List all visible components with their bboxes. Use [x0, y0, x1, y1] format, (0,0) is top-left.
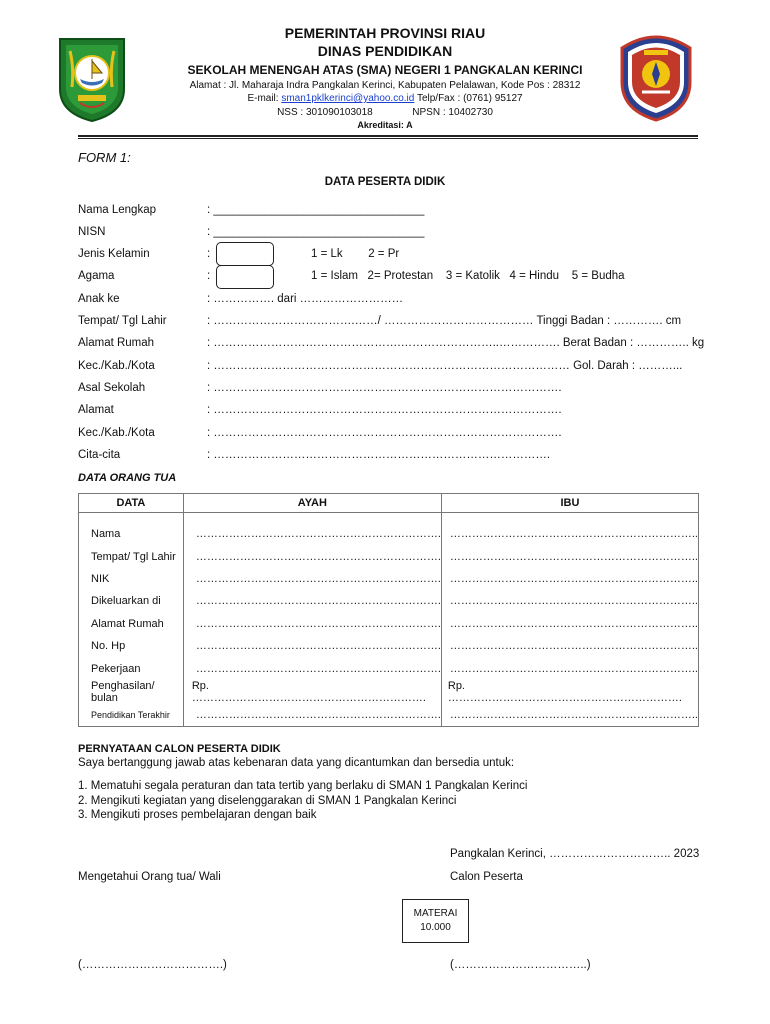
- statement-item: 3. Mengikuti proses pembelajaran dengan baik: [78, 809, 317, 821]
- table-row: [79, 704, 699, 727]
- field-label: Cita-cita: [78, 449, 121, 461]
- ayah-cell[interactable]: ………………………………………………………….: [183, 590, 441, 612]
- ibu-cell[interactable]: Rp. ……………………………………………………….: [441, 680, 698, 704]
- ayah-cell[interactable]: ………………………………………………………….: [183, 704, 441, 727]
- header-divider-thick: [78, 135, 698, 137]
- table-row: [79, 657, 699, 679]
- candidate-label: Calon Peserta: [450, 871, 523, 883]
- ayah-cell[interactable]: ………………………………………………………….: [183, 523, 441, 545]
- candidate-signature-line[interactable]: (……………………………..): [450, 959, 591, 971]
- field-value[interactable]: : _________________________________: [207, 226, 425, 238]
- ayah-cell[interactable]: ………………………………………………………….: [183, 545, 441, 567]
- table-row: [79, 568, 699, 590]
- field-label: Kec./Kab./Kota: [78, 360, 155, 372]
- table-row: [79, 590, 699, 612]
- header-ids: [0, 107, 770, 118]
- field-label: Tempat/ Tgl Lahir: [78, 315, 167, 327]
- npsn-text: NPSN : 10402730: [412, 107, 493, 118]
- table-row: [79, 545, 699, 567]
- ayah-cell[interactable]: ………………………………………………………….: [183, 635, 441, 657]
- form-title: DATA PESERTA DIDIK: [324, 176, 446, 188]
- phone-text: Telp/Fax : (0761) 95127: [414, 93, 523, 104]
- field-value: :: [207, 248, 211, 260]
- row-label: Alamat Rumah: [79, 613, 184, 635]
- field-value[interactable]: : ………………………………………….……………………..……………. Berat Badan : ………….. kg: [207, 337, 705, 349]
- statement-title: PERNYATAAN CALON PESERTA DIDIK: [78, 743, 281, 755]
- row-label: Pendidikan Terakhir: [79, 704, 184, 727]
- ayah-cell[interactable]: Rp. ……………………………………………………….: [183, 680, 441, 704]
- col-header-ayah: AYAH: [183, 494, 441, 513]
- ibu-cell[interactable]: …………………………………………………………..: [441, 657, 698, 679]
- ibu-cell[interactable]: …………………………………………………………..: [441, 590, 698, 612]
- field-value[interactable]: : ……………………………….……/ ………………………………… Tinggi Badan : …………. cm: [207, 315, 682, 327]
- gender-options: 1 = Lk 2 = Pr: [311, 248, 400, 260]
- field-label: Jenis Kelamin: [78, 248, 150, 260]
- ibu-cell[interactable]: …………………………………………………………..: [441, 545, 698, 567]
- field-value: :: [207, 270, 211, 282]
- field-label: NISN: [78, 226, 106, 238]
- row-label: Pekerjaan: [79, 657, 184, 679]
- materai-stamp-box: [402, 899, 469, 943]
- parents-section-title: DATA ORANG TUA: [78, 472, 177, 484]
- field-label: Anak ke: [78, 293, 120, 305]
- ayah-cell[interactable]: ………………………………………………………….: [183, 657, 441, 679]
- materai-label: MATERAI: [413, 908, 458, 919]
- religion-code-box[interactable]: [216, 265, 274, 289]
- email-label: E-mail:: [247, 93, 282, 104]
- ibu-cell[interactable]: …………………………………………………………..: [441, 635, 698, 657]
- guardian-label: Mengetahui Orang tua/ Wali: [78, 871, 221, 883]
- table-row: [79, 613, 699, 635]
- statement-intro: Saya bertanggung jawab atas kebenaran data yang dicantumkan dan bersedia untuk:: [78, 757, 515, 769]
- row-label: NIK: [79, 568, 184, 590]
- ibu-cell[interactable]: …………………………………………………………..: [441, 568, 698, 590]
- header-school-name: SEKOLAH MENENGAH ATAS (SMA) NEGERI 1 PANGKALAN KERINCI: [187, 63, 583, 77]
- field-value[interactable]: : …………………………………………………………………………….: [207, 449, 551, 461]
- field-value[interactable]: : ……………. dari ………………………: [207, 293, 404, 305]
- field-label: Kec./Kab./Kota: [78, 427, 155, 439]
- field-label: Alamat Rumah: [78, 337, 155, 349]
- form-label: FORM 1:: [78, 150, 131, 165]
- field-label: Asal Sekolah: [78, 382, 146, 394]
- field-label: Nama Lengkap: [78, 204, 156, 216]
- row-label: Tempat/ Tgl Lahir: [79, 545, 184, 567]
- header-department: DINAS PENDIDIKAN: [317, 43, 453, 59]
- row-label: No. Hp: [79, 635, 184, 657]
- header-government: PEMERINTAH PROVINSI RIAU: [284, 25, 486, 41]
- parents-table: [78, 493, 699, 727]
- place-date[interactable]: Pangkalan Kerinci, ………………………….. 2023: [450, 848, 700, 860]
- header-accreditation: Akreditasi: A: [357, 120, 413, 130]
- guardian-signature-line[interactable]: (……………………………….): [78, 959, 227, 971]
- table-row: [79, 680, 699, 704]
- field-value[interactable]: : _________________________________: [207, 204, 425, 216]
- row-label: Dikeluarkan di: [79, 590, 184, 612]
- field-label: Agama: [78, 270, 115, 282]
- table-row: [79, 635, 699, 657]
- ibu-cell[interactable]: …………………………………………………………..: [441, 523, 698, 545]
- field-label: Alamat: [78, 404, 114, 416]
- field-value[interactable]: : ………………………………………………………………………………… Gol. Darah : ………...: [207, 360, 683, 372]
- row-label: Penghasilan/ bulan: [79, 680, 184, 704]
- field-value[interactable]: : ……………………………………………………………………………….: [207, 404, 562, 416]
- header-contact: [0, 93, 770, 104]
- materai-value: 10.000: [420, 922, 451, 933]
- nss-text: NSS : 301090103018: [277, 107, 373, 118]
- ibu-cell[interactable]: …………………………………………………………..: [441, 613, 698, 635]
- ayah-cell[interactable]: ………………………………………………………….: [183, 613, 441, 635]
- ibu-cell[interactable]: …………………………………………………………..: [441, 704, 698, 727]
- col-header-ibu: IBU: [441, 494, 698, 513]
- header-divider-thin: [78, 138, 698, 139]
- row-label: Nama: [79, 523, 184, 545]
- table-row: [79, 523, 699, 545]
- statement-item: 1. Mematuhi segala peraturan dan tata tertib yang berlaku di SMAN 1 Pangkalan Kerinci: [78, 780, 528, 792]
- statement-item: 2. Mengikuti kegiatan yang diselenggarakan di SMAN 1 Pangkalan Kerinci: [78, 795, 457, 807]
- header-address: Alamat : Jl. Maharaja Indra Pangkalan Kerinci, Kabupaten Pelalawan, Kode Pos : 28312: [189, 80, 581, 91]
- col-header-data: DATA: [79, 494, 184, 513]
- field-value[interactable]: : ……………………………………………………………………………….: [207, 427, 562, 439]
- religion-options: 1 = Islam 2= Protestan 3 = Katolik 4 = Hindu 5 = Budha: [311, 270, 625, 282]
- field-value[interactable]: : ……………………………………………………………………………….: [207, 382, 562, 394]
- ayah-cell[interactable]: ………………………………………………………….: [183, 568, 441, 590]
- gender-code-box[interactable]: [216, 242, 274, 266]
- email-link[interactable]: sman1pklkerinci@yahoo.co.id: [281, 93, 415, 104]
